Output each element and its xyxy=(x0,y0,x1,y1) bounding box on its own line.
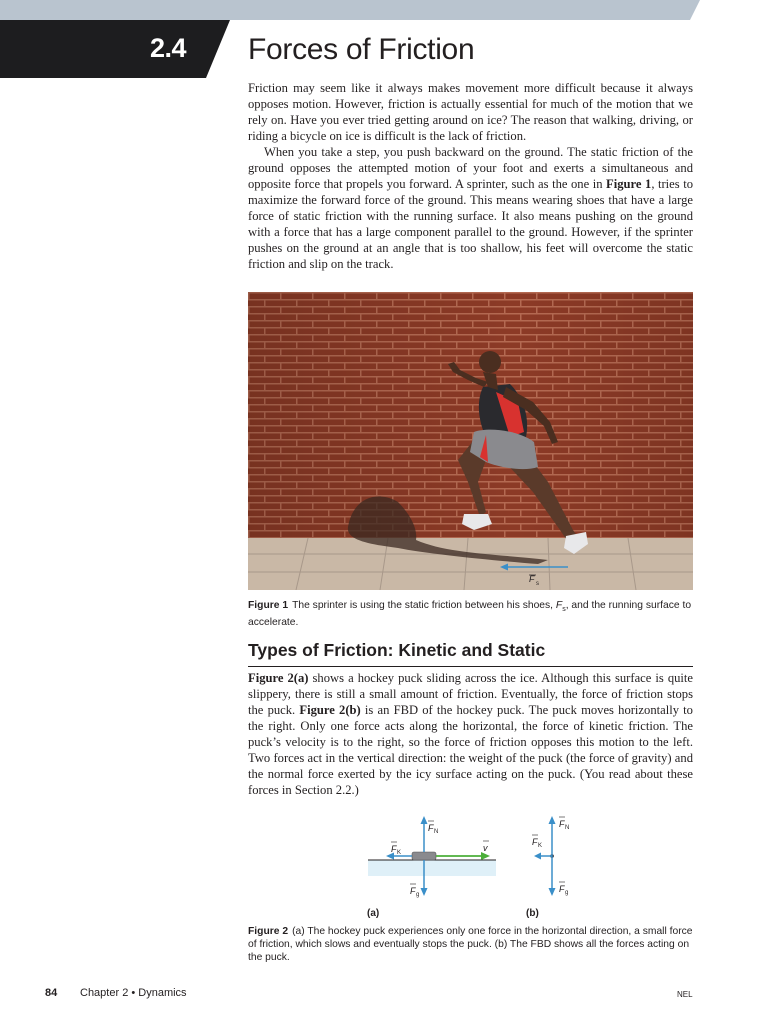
publisher-mark: NEL xyxy=(677,990,693,999)
figure-reference[interactable]: Figure 2(a) xyxy=(248,671,309,685)
section-title: Forces of Friction xyxy=(248,33,475,66)
section-subheading: Types of Friction: Kinetic and Static xyxy=(248,640,693,667)
caption-subscript: s xyxy=(562,606,566,614)
fbd-normal-label: F xyxy=(559,819,565,829)
gravity-label: F xyxy=(410,886,416,896)
diagram-b-label: (b) xyxy=(526,908,539,919)
section-number: 2.4 xyxy=(150,33,187,63)
fbd-friction-label: F xyxy=(532,837,538,847)
static-friction-subscript: s xyxy=(536,581,539,587)
diagram-b xyxy=(526,816,569,919)
figure-reference[interactable]: Figure 2(b) xyxy=(299,703,361,717)
intro-paragraph-2 xyxy=(248,144,693,272)
pavement xyxy=(248,538,693,590)
caption-symbol: F xyxy=(555,600,563,611)
normal-force-arrow xyxy=(421,816,428,824)
normal-force-subscript: N xyxy=(434,829,439,835)
paragraph-text: When you take a step, you push backward on the ground. The static friction of the ground opposes the attempted motion of your foot and exerts a simultaneous and opposite force that propels you forward. A sprinter, such as the one in xyxy=(248,145,693,191)
figure-1-caption xyxy=(248,599,693,629)
velocity-label: v xyxy=(483,843,488,853)
velocity-arrow xyxy=(481,852,490,860)
fbd-friction-arrow xyxy=(534,853,541,860)
hockey-puck-diagram xyxy=(360,812,600,922)
gravity-arrow xyxy=(421,888,428,896)
paragraph-text: , tries to maximize the forward force of the ground. This means wearing shoes that have a large force of static friction with the running surface. It also means pushing on the ground with a force that has a large component parallel to the ground. However, if the sprinter pushes on the ground at an angle that is too shallow, his feet will overcome the static friction and slip on the track. xyxy=(248,177,693,271)
figure-2-caption xyxy=(248,925,693,964)
kinetic-friction-label: F xyxy=(391,844,397,854)
page-number: 84 xyxy=(45,987,58,999)
fbd-friction-subscript: K xyxy=(538,843,543,849)
caption-text: (a) The hockey puck experiences only one force in the horizontal direction, a small force of friction, which slows and eventually stops the puck. (b) The FBD shows all the forces acting on the puck. xyxy=(248,926,693,963)
chapter-title: Chapter 2 • Dynamics xyxy=(80,987,187,999)
types-paragraph xyxy=(248,670,693,798)
fbd-gravity-label: F xyxy=(559,884,565,894)
figure-reference[interactable]: Figure 1 xyxy=(606,177,652,191)
static-friction-label: F xyxy=(529,574,535,584)
ice-surface xyxy=(368,860,496,876)
gravity-subscript: g xyxy=(416,892,420,898)
kinetic-friction-subscript: K xyxy=(397,850,402,856)
intro-paragraph-1: Friction may seem like it always makes movement more difficult because it always opposes motion. However, friction is actually essential for much of the motion that we rely on. Have you ever tried getting around on ice? The reason that walking, driving, or riding a bicycle on ice is difficult is the lack of friction. xyxy=(248,81,693,143)
figure-1-label: Figure 1 xyxy=(248,600,289,611)
section-number-tab xyxy=(0,20,230,78)
fbd-normal-arrow xyxy=(549,816,556,824)
paragraph-text: shows a hockey puck sliding across the ice. Although this surface is quite slippery, there is still a small amount of friction. Eventually, the force of friction stops the puck. xyxy=(248,671,694,717)
paragraph-text: is an FBD of the hockey puck. The puck moves horizontally to the right. Only one force acts along the horizontal, the force of kinetic friction. The puck’s velocity is to the right, so the force of friction opposes this motion to the left. Two forces act in the vertical direction: the weight of the puck (the force of gravity) and the normal force exerted by the icy surface acting on the puck. (You read about these forces in Section 2.2.) xyxy=(248,703,693,797)
types-text xyxy=(248,670,693,798)
hockey-puck xyxy=(412,852,436,860)
fbd-gravity-arrow xyxy=(549,888,556,896)
fbd-normal-subscript: N xyxy=(565,825,570,831)
intro-text xyxy=(248,80,693,272)
caption-text: , and the running surface to accelerate. xyxy=(248,600,692,629)
header-band xyxy=(0,0,768,20)
diagram-a xyxy=(367,816,496,919)
fbd-gravity-subscript: g xyxy=(565,890,569,896)
sprinter-photo xyxy=(248,292,693,590)
normal-force-label: F xyxy=(428,823,434,833)
figure-2-label: Figure 2 xyxy=(248,926,289,937)
caption-text: The sprinter is using the static friction between his shoes, xyxy=(292,600,556,611)
diagram-a-label: (a) xyxy=(367,908,380,919)
